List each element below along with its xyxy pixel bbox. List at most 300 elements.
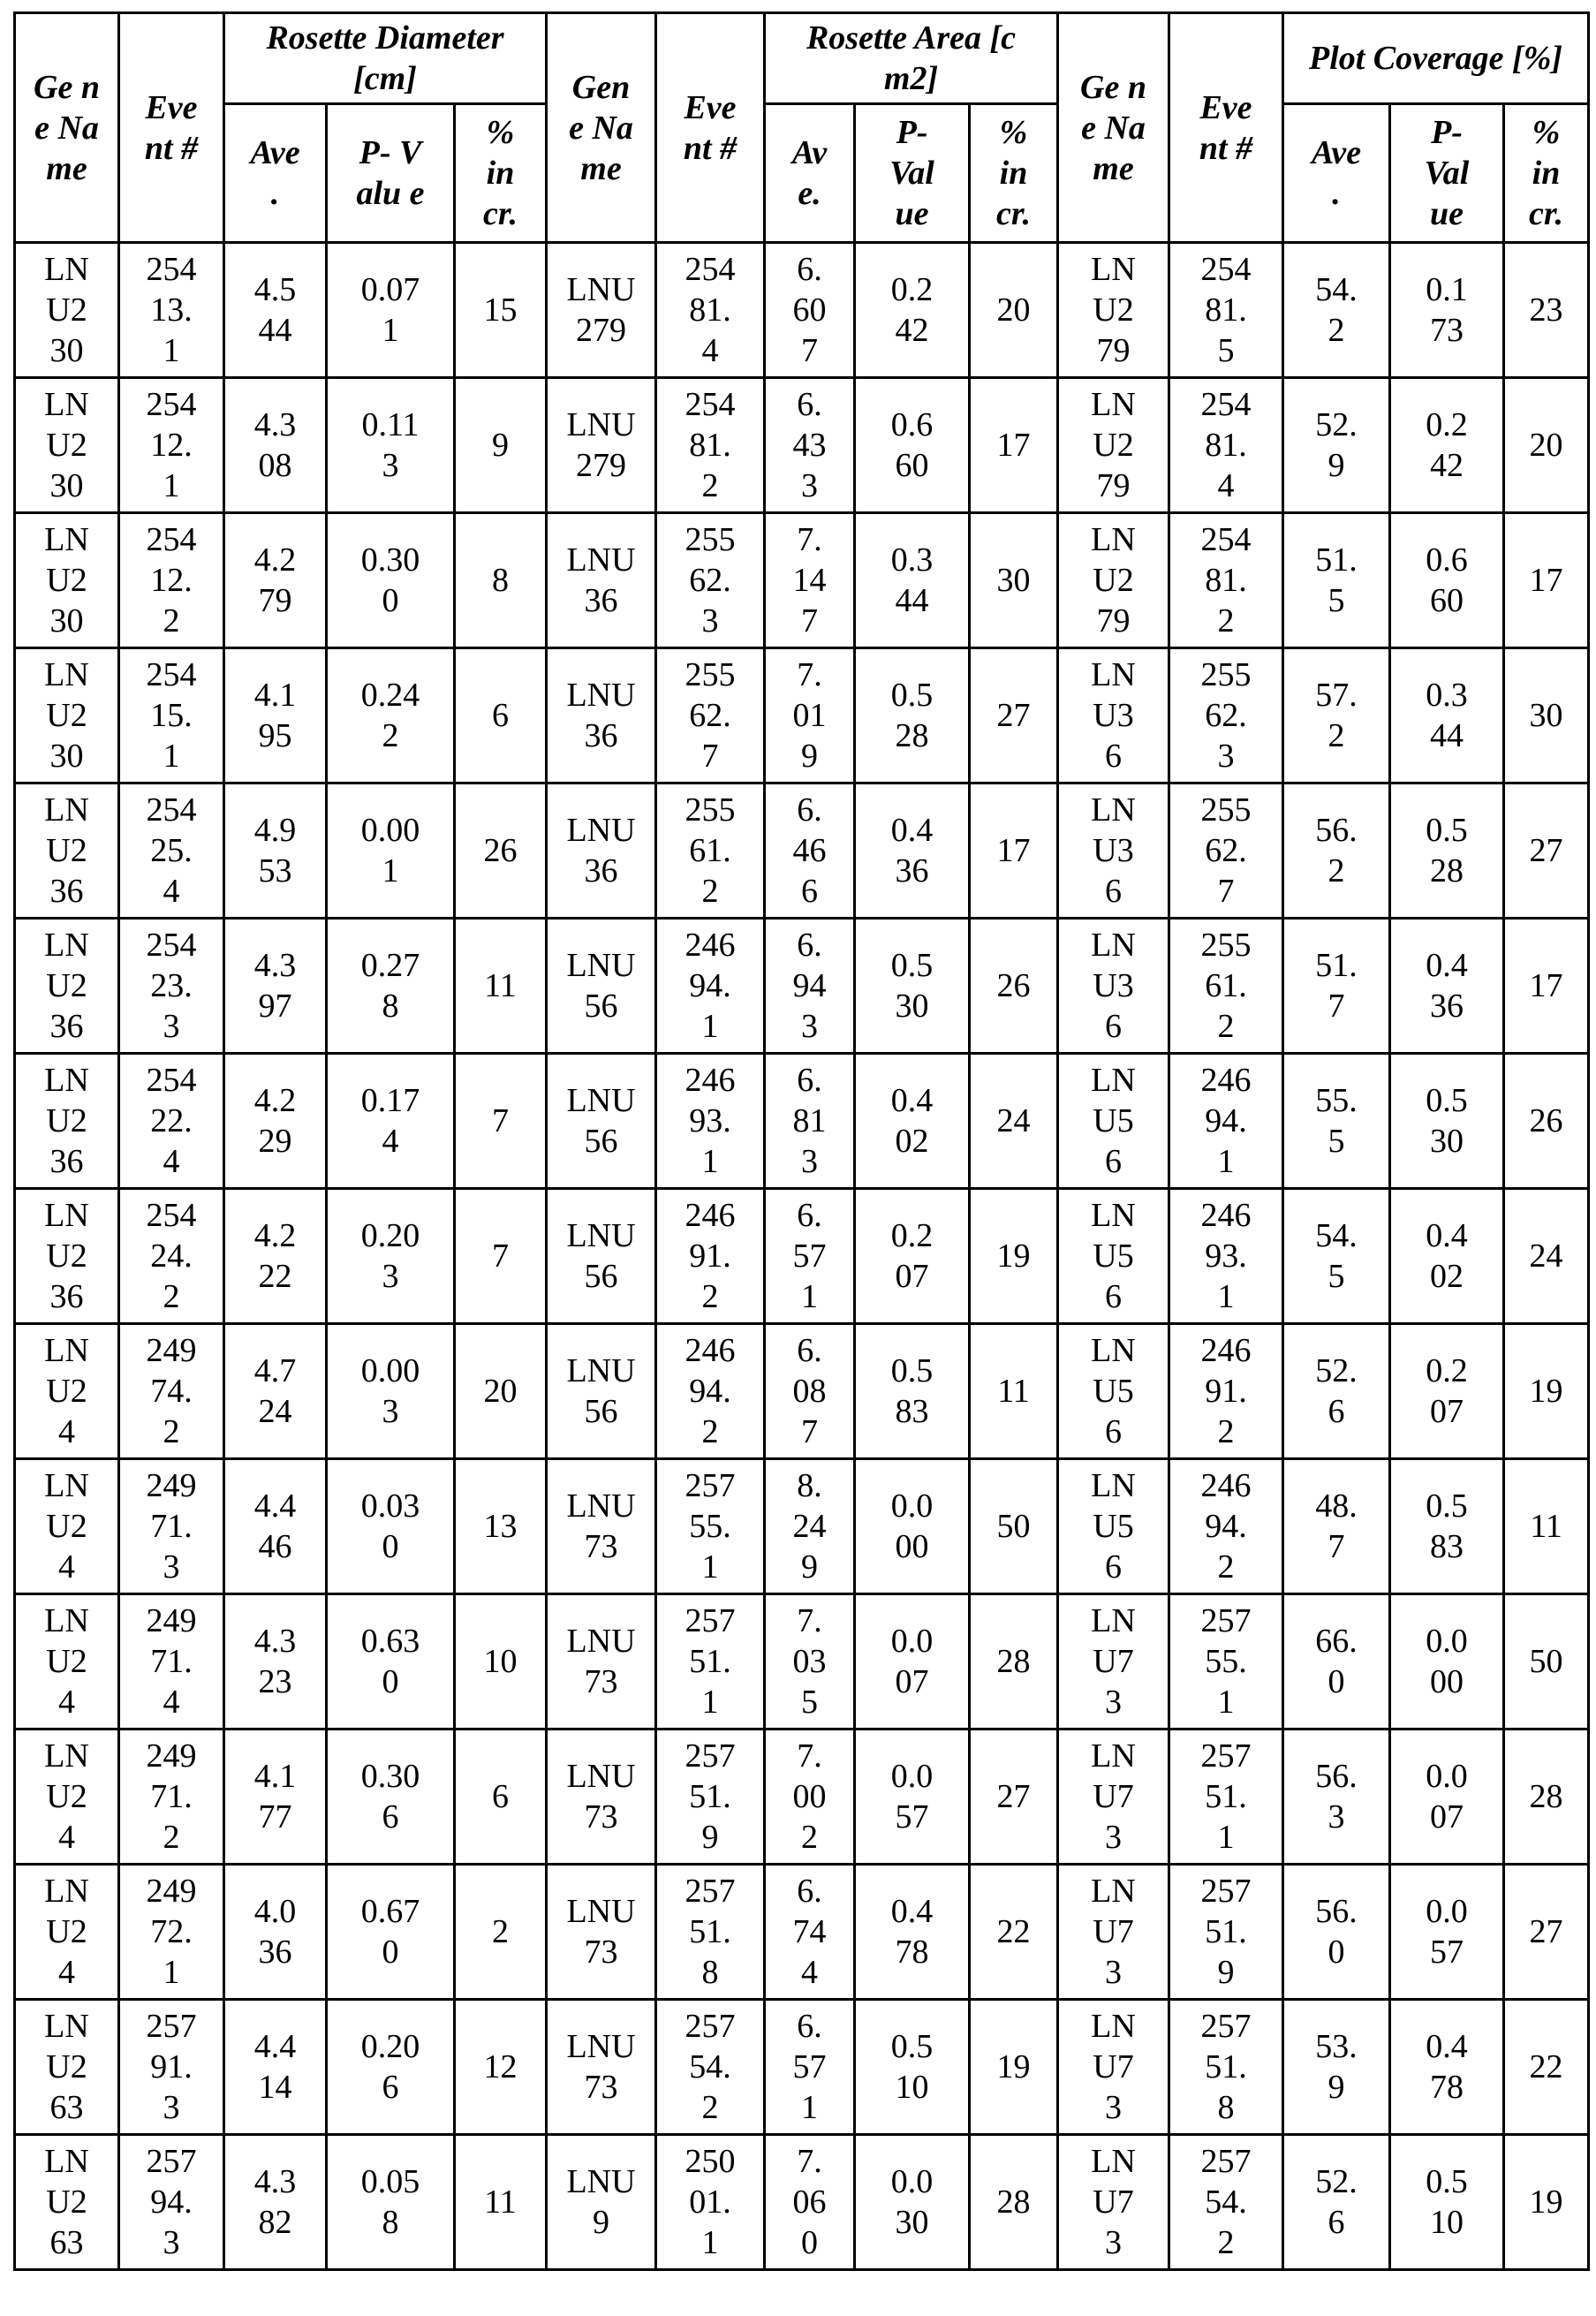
header-pvalue-2: P- Val ue (855, 104, 970, 243)
rosette-diameter-ave-cell (224, 243, 327, 378)
rosette-area-pvalue-cell (855, 783, 970, 919)
cell-value: 25481.5 (1200, 251, 1252, 369)
rosette-diameter-pvalue-cell (327, 2000, 455, 2135)
gene-name-cell (547, 2000, 656, 2135)
cell-value: 0.000 (890, 1487, 934, 1565)
event-cell (119, 783, 224, 919)
cell-value: 4.229 (253, 1082, 297, 1160)
cell-value: 7 (492, 1102, 509, 1139)
cell-value: LNU236 (44, 1062, 89, 1180)
plot-coverage-incr-cell (1504, 783, 1589, 919)
cell-value: 0.344 (890, 541, 934, 619)
plot-coverage-incr-cell (1504, 513, 1589, 648)
plot-coverage-incr-cell (1504, 1459, 1589, 1594)
cell-value: 25481.4 (1200, 386, 1252, 504)
cell-value: LNU230 (44, 521, 89, 640)
header-pvalue-3: P- Val ue (1390, 104, 1504, 243)
cell-value: 0.528 (890, 677, 934, 754)
rosette-area-incr-cell (970, 513, 1058, 648)
event-cell (119, 2000, 224, 2135)
cell-value: LNU36 (566, 541, 636, 619)
cell-value: 4.222 (253, 1217, 297, 1295)
cell-value: 56.2 (1315, 812, 1358, 889)
cell-value: 24694.2 (1200, 1467, 1252, 1586)
rosette-diameter-pvalue-cell (327, 1865, 455, 2000)
cell-value: 0.057 (1426, 1893, 1468, 1971)
cell-value: LNU73 (1091, 1602, 1136, 1721)
rosette-diameter-incr-cell (455, 1594, 547, 1729)
cell-value: LNU279 (566, 406, 636, 484)
rosette-diameter-ave-cell (224, 1189, 327, 1324)
cell-value: 0.530 (890, 947, 934, 1025)
cell-value: 7 (492, 1237, 509, 1275)
event-cell (656, 513, 765, 648)
cell-value: 0.057 (890, 1758, 934, 1835)
cell-value: 54.5 (1315, 1217, 1358, 1295)
gene-name-cell (15, 513, 119, 648)
cell-value: 4.279 (253, 541, 297, 619)
gene-name-cell (1058, 1459, 1169, 1594)
cell-value: 6.466 (792, 791, 827, 910)
event-cell (119, 243, 224, 378)
cell-value: 24 (996, 1102, 1031, 1139)
gene-name-cell (1058, 513, 1169, 648)
header-group-rosette-diameter: Rosette Diameter [cm] (224, 13, 547, 104)
cell-value: 56.3 (1315, 1758, 1358, 1835)
gene-name-cell (15, 2135, 119, 2270)
cell-value: 24694.1 (685, 927, 736, 1045)
plot-coverage-incr-cell (1504, 243, 1589, 378)
rosette-area-pvalue-cell (855, 378, 970, 513)
cell-value: 0.583 (1426, 1487, 1468, 1565)
rosette-diameter-ave-cell (224, 648, 327, 783)
cell-value: 11 (484, 967, 517, 1004)
header-event-2: Eve nt # (656, 13, 765, 243)
rosette-diameter-pvalue-cell (327, 2135, 455, 2270)
cell-value: 4.323 (253, 1623, 297, 1700)
cell-value: 24971.3 (146, 1467, 197, 1586)
cell-value: 0.528 (1426, 812, 1468, 889)
cell-value: 0.242 (890, 271, 934, 349)
event-cell (1169, 648, 1283, 783)
cell-value: 17 (996, 427, 1031, 464)
gene-name-cell (1058, 1189, 1169, 1324)
cell-value: 0.203 (360, 1217, 420, 1295)
cell-value: 28 (996, 2184, 1031, 2221)
cell-value: 27 (1529, 832, 1563, 869)
rosette-area-ave-cell (765, 1324, 855, 1459)
rosette-area-pvalue-cell (855, 2000, 970, 2135)
cell-value: 24694.1 (1200, 1062, 1252, 1180)
event-cell (656, 243, 765, 378)
cell-value: LNU236 (44, 927, 89, 1045)
cell-value: 25412.2 (146, 521, 197, 640)
rosette-diameter-incr-cell (455, 2135, 547, 2270)
rosette-area-incr-cell (970, 1324, 1058, 1459)
event-cell (1169, 1189, 1283, 1324)
header-gene-name-1: Ge ne Na me (15, 13, 119, 243)
cell-value: LNU73 (566, 1893, 636, 1971)
cell-value: 7.147 (792, 521, 827, 640)
event-cell (656, 2135, 765, 2270)
cell-value: LNU279 (1091, 521, 1136, 640)
cell-value: 25481.2 (685, 386, 736, 504)
table-row (15, 1189, 1589, 1324)
header-gene-name-2: Gen e Na me (547, 13, 656, 243)
header-pvalue-1: P- Valu e (327, 104, 455, 243)
cell-value: 24972.1 (146, 1873, 197, 1991)
cell-value: 4.036 (253, 1893, 297, 1971)
rosette-diameter-incr-cell (455, 243, 547, 378)
cell-value: 0.071 (360, 271, 420, 349)
cell-value: 24971.2 (146, 1737, 197, 1856)
event-cell (656, 783, 765, 919)
cell-value: LNU73 (1091, 2143, 1136, 2261)
cell-value: 0.660 (1426, 541, 1468, 619)
table-row (15, 513, 1589, 648)
rosette-diameter-incr-cell (455, 1189, 547, 1324)
gene-name-cell (1058, 1054, 1169, 1189)
cell-value: 0.402 (1426, 1217, 1468, 1295)
cell-value: 22 (996, 1913, 1031, 1950)
event-cell (119, 1459, 224, 1594)
cell-value: LNU230 (44, 656, 89, 775)
rosette-diameter-pvalue-cell (327, 1594, 455, 1729)
cell-value: 12 (483, 2048, 518, 2085)
rosette-area-ave-cell (765, 513, 855, 648)
rosette-diameter-incr-cell (455, 1324, 547, 1459)
plot-coverage-incr-cell (1504, 2135, 1589, 2270)
cell-value: 24693.1 (685, 1062, 736, 1180)
cell-value: 19 (1529, 2184, 1563, 2221)
cell-value: LNU279 (1091, 386, 1136, 504)
cell-value: 52.6 (1315, 2163, 1358, 2241)
cell-value: 25751.8 (1200, 2008, 1252, 2126)
header-group-plot-coverage: Plot Coverage [%] (1283, 13, 1589, 104)
rosette-diameter-ave-cell (224, 378, 327, 513)
rosette-area-ave-cell (765, 2000, 855, 2135)
cell-value: 0.402 (890, 1082, 934, 1160)
rosette-diameter-incr-cell (455, 1459, 547, 1594)
cell-value: 25751.9 (685, 1737, 736, 1856)
rosette-diameter-pvalue-cell (327, 919, 455, 1054)
event-cell (656, 1459, 765, 1594)
event-cell (119, 919, 224, 1054)
cell-value: 0.510 (1426, 2163, 1468, 2241)
cell-value: 6.571 (792, 1197, 827, 1315)
cell-value: 55.5 (1315, 1082, 1358, 1160)
rosette-area-ave-cell (765, 1459, 855, 1594)
plot-coverage-pvalue-cell (1390, 1865, 1504, 2000)
cell-value: 27 (1529, 1913, 1563, 1950)
cell-value: 27 (996, 697, 1031, 734)
plot-coverage-incr-cell (1504, 378, 1589, 513)
plot-coverage-pvalue-cell (1390, 919, 1504, 1054)
cell-value: LNU9 (566, 2163, 636, 2241)
plot-coverage-pvalue-cell (1390, 1054, 1504, 1189)
cell-value: LNU56 (566, 1082, 636, 1160)
cell-value: 0.001 (360, 812, 420, 889)
cell-value: 0.478 (890, 1893, 934, 1971)
gene-name-cell (15, 1324, 119, 1459)
rosette-diameter-pvalue-cell (327, 783, 455, 919)
rosette-area-ave-cell (765, 919, 855, 1054)
cell-value: 4.177 (253, 1758, 297, 1835)
event-cell (1169, 1594, 1283, 1729)
cell-value: LNU24 (44, 1602, 89, 1721)
rosette-area-incr-cell (970, 783, 1058, 919)
cell-value: 25751.8 (685, 1873, 736, 1991)
plot-coverage-ave-cell (1283, 378, 1390, 513)
rosette-area-incr-cell (970, 1594, 1058, 1729)
cell-value: 6 (492, 1778, 509, 1815)
cell-value: LNU73 (566, 2028, 636, 2106)
header-incr-2: % in cr. (970, 104, 1058, 243)
rosette-diameter-pvalue-cell (327, 1189, 455, 1324)
cell-value: 0.630 (360, 1623, 420, 1700)
rosette-area-ave-cell (765, 648, 855, 783)
plot-coverage-ave-cell (1283, 513, 1390, 648)
header-incr-1: % in cr. (455, 104, 547, 243)
event-cell (656, 1054, 765, 1189)
cell-value: 27 (996, 1778, 1031, 1815)
cell-value: 28 (996, 1643, 1031, 1680)
rosette-area-incr-cell (970, 1189, 1058, 1324)
plot-coverage-incr-cell (1504, 1594, 1589, 1729)
cell-value: 4.382 (253, 2163, 297, 2241)
rosette-diameter-pvalue-cell (327, 378, 455, 513)
header-incr-3: % in cr. (1504, 104, 1589, 243)
cell-value: LNU36 (1091, 791, 1136, 910)
cell-value: 25412.1 (146, 386, 197, 504)
gene-name-cell (1058, 2000, 1169, 2135)
cell-value: 0.300 (360, 541, 420, 619)
plot-coverage-pvalue-cell (1390, 2135, 1504, 2270)
cell-value: 25794.3 (146, 2143, 197, 2261)
cell-value: 48.7 (1315, 1487, 1358, 1565)
gene-name-cell (547, 1324, 656, 1459)
cell-value: LNU73 (566, 1487, 636, 1565)
cell-value: 6.433 (792, 386, 827, 504)
plot-coverage-pvalue-cell (1390, 378, 1504, 513)
cell-value: LNU56 (1091, 1332, 1136, 1450)
cell-value: 6.943 (792, 927, 827, 1045)
event-cell (119, 1324, 224, 1459)
results-table (13, 11, 1590, 2271)
gene-name-cell (1058, 378, 1169, 513)
cell-value: 25561.2 (1200, 927, 1252, 1045)
rosette-diameter-pvalue-cell (327, 1054, 455, 1189)
cell-value: 0.306 (360, 1758, 420, 1835)
cell-value: 25561.2 (685, 791, 736, 910)
cell-value: 25751.9 (1200, 1873, 1252, 1991)
plot-coverage-ave-cell (1283, 2135, 1390, 2270)
rosette-area-incr-cell (970, 1865, 1058, 2000)
cell-value: 25754.2 (1200, 2143, 1252, 2261)
cell-value: LNU56 (566, 947, 636, 1025)
cell-value: LNU236 (44, 791, 89, 910)
cell-value: 25755.1 (685, 1467, 736, 1586)
cell-value: 20 (483, 1373, 518, 1410)
cell-value: 19 (996, 1237, 1031, 1275)
gene-name-cell (1058, 648, 1169, 783)
table-header (15, 13, 1589, 243)
gene-name-cell (547, 919, 656, 1054)
cell-value: 7.002 (792, 1737, 827, 1856)
rosette-area-ave-cell (765, 1054, 855, 1189)
event-cell (1169, 243, 1283, 378)
table-body (15, 243, 1589, 2270)
cell-value: 15 (483, 291, 518, 329)
cell-value: 66.0 (1315, 1623, 1358, 1700)
rosette-area-ave-cell (765, 1865, 855, 2000)
cell-value: LNU230 (44, 386, 89, 504)
table-row (15, 1865, 1589, 2000)
plot-coverage-ave-cell (1283, 783, 1390, 919)
rosette-diameter-incr-cell (455, 919, 547, 1054)
plot-coverage-incr-cell (1504, 1324, 1589, 1459)
cell-value: 13 (483, 1508, 518, 1545)
rosette-diameter-incr-cell (455, 1054, 547, 1189)
rosette-area-ave-cell (765, 243, 855, 378)
event-cell (1169, 378, 1283, 513)
cell-value: 0.207 (1426, 1352, 1468, 1430)
cell-value: 28 (1529, 1778, 1563, 1815)
cell-value: 0.000 (1426, 1623, 1468, 1700)
rosette-area-ave-cell (765, 1594, 855, 1729)
table-row (15, 1054, 1589, 1189)
cell-value: 6.087 (792, 1332, 827, 1450)
rosette-area-ave-cell (765, 1189, 855, 1324)
rosette-diameter-pvalue-cell (327, 513, 455, 648)
cell-value: 8 (492, 562, 509, 599)
cell-value: 0.113 (361, 406, 420, 484)
rosette-area-pvalue-cell (855, 919, 970, 1054)
cell-value: 0.278 (360, 947, 420, 1025)
cell-value: 52.9 (1315, 406, 1358, 484)
cell-value: 24974.2 (146, 1332, 197, 1450)
cell-value: 0.030 (360, 1487, 420, 1565)
rosette-area-incr-cell (970, 1459, 1058, 1594)
cell-value: 2 (492, 1913, 509, 1950)
rosette-diameter-incr-cell (455, 2000, 547, 2135)
plot-coverage-incr-cell (1504, 1189, 1589, 1324)
header-group-rosette-area: Rosette Area [cm2] (765, 13, 1058, 104)
cell-value: 25562.3 (1200, 656, 1252, 775)
event-cell (1169, 1054, 1283, 1189)
gene-name-cell (1058, 919, 1169, 1054)
event-cell (119, 648, 224, 783)
plot-coverage-ave-cell (1283, 1594, 1390, 1729)
cell-value: LNU56 (1091, 1062, 1136, 1180)
table-row (15, 1729, 1589, 1865)
rosette-diameter-incr-cell (455, 1729, 547, 1865)
rosette-area-ave-cell (765, 783, 855, 919)
cell-value: 25415.1 (146, 656, 197, 775)
cell-value: 4.544 (253, 271, 297, 349)
gene-name-cell (1058, 1865, 1169, 2000)
header-ave-2: Av e. (765, 104, 855, 243)
rosette-diameter-pvalue-cell (327, 648, 455, 783)
cell-value: 24971.4 (146, 1602, 197, 1721)
rosette-area-incr-cell (970, 243, 1058, 378)
event-cell (119, 378, 224, 513)
cell-value: 6 (492, 697, 509, 734)
cell-value: 10 (483, 1643, 518, 1680)
header-ave-1: Ave . (224, 104, 327, 243)
cell-value: 11 (1530, 1508, 1562, 1545)
event-cell (1169, 919, 1283, 1054)
plot-coverage-pvalue-cell (1390, 1729, 1504, 1865)
rosette-area-pvalue-cell (855, 1054, 970, 1189)
gene-name-cell (15, 2000, 119, 2135)
cell-value: 0.242 (1426, 406, 1468, 484)
cell-value: LNU236 (44, 1197, 89, 1315)
gene-name-cell (547, 783, 656, 919)
plot-coverage-ave-cell (1283, 919, 1390, 1054)
cell-value: 24691.2 (1200, 1332, 1252, 1450)
cell-value: 51.7 (1315, 947, 1358, 1025)
cell-value: 4.414 (253, 2028, 297, 2106)
cell-value: 25754.2 (685, 2008, 736, 2126)
rosette-area-pvalue-cell (855, 1729, 970, 1865)
gene-name-cell (15, 919, 119, 1054)
gene-name-cell (547, 2135, 656, 2270)
header-event-1: Eve nt # (119, 13, 224, 243)
cell-value: LNU24 (44, 1737, 89, 1856)
cell-value: 20 (1529, 427, 1563, 464)
gene-name-cell (1058, 243, 1169, 378)
rosette-area-incr-cell (970, 2000, 1058, 2135)
rosette-diameter-pvalue-cell (327, 243, 455, 378)
event-cell (1169, 1459, 1283, 1594)
cell-value: 4.446 (253, 1487, 297, 1565)
plot-coverage-ave-cell (1283, 1459, 1390, 1594)
event-cell (656, 1729, 765, 1865)
plot-coverage-incr-cell (1504, 1054, 1589, 1189)
rosette-area-pvalue-cell (855, 1594, 970, 1729)
cell-value: 51.5 (1315, 541, 1358, 619)
cell-value: 25413.1 (146, 251, 197, 369)
rosette-diameter-ave-cell (224, 1324, 327, 1459)
cell-value: 54.2 (1315, 271, 1358, 349)
cell-value: LNU36 (566, 677, 636, 754)
rosette-area-incr-cell (970, 919, 1058, 1054)
plot-coverage-pvalue-cell (1390, 648, 1504, 783)
cell-value: 26 (996, 967, 1031, 1004)
gene-name-cell (547, 1054, 656, 1189)
cell-value: 0.173 (1426, 271, 1468, 349)
plot-coverage-pvalue-cell (1390, 243, 1504, 378)
cell-value: 25423.3 (146, 927, 197, 1045)
gene-name-cell (547, 243, 656, 378)
cell-value: 25751.1 (685, 1602, 736, 1721)
cell-value: 20 (996, 291, 1031, 329)
event-cell (656, 919, 765, 1054)
rosette-area-pvalue-cell (855, 1459, 970, 1594)
event-cell (656, 378, 765, 513)
gene-name-cell (15, 783, 119, 919)
header-gene-name-3: Ge ne Na me (1058, 13, 1169, 243)
cell-value: 24693.1 (1200, 1197, 1252, 1315)
rosette-diameter-pvalue-cell (327, 1324, 455, 1459)
table-row (15, 2135, 1589, 2270)
event-cell (656, 2000, 765, 2135)
cell-value: 25562.7 (1200, 791, 1252, 910)
plot-coverage-ave-cell (1283, 2000, 1390, 2135)
cell-value: 53.9 (1315, 2028, 1358, 2106)
cell-value: 23 (1529, 291, 1563, 329)
